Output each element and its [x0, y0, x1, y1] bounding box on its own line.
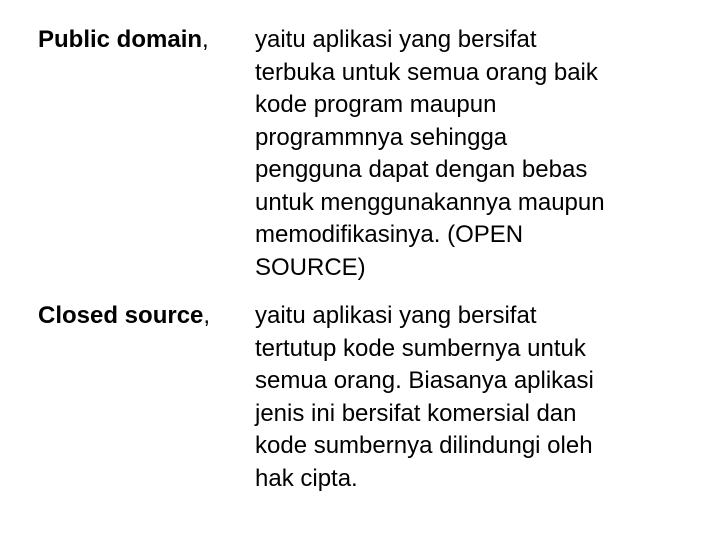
- definition-line: pengguna dapat dengan bebas: [255, 156, 588, 183]
- term-separator: ,: [202, 26, 209, 53]
- definition-line: yaitu aplikasi yang bersifat: [255, 26, 537, 53]
- definition-line: tertutup kode sumbernya untuk: [255, 334, 586, 362]
- definition-closed-source: [255, 300, 675, 495]
- definition-line: kode program maupun: [255, 91, 497, 118]
- definition-line: kode sumbernya dilindungi oleh: [255, 432, 593, 459]
- term-separator: ,: [203, 302, 211, 329]
- definition-line: untuk menggunakannya maupun: [255, 188, 605, 216]
- term-column: [38, 300, 255, 495]
- definition-line: semua orang. Biasanya aplikasi: [255, 367, 594, 394]
- definition-line: programmnya sehingga: [255, 123, 508, 151]
- term-closed-source: Closed source: [38, 302, 204, 329]
- definition-line: SOURCE): [255, 253, 366, 281]
- definition-line: hak cipta.: [255, 464, 358, 492]
- definition-line: yaitu aplikasi yang bersifat: [255, 302, 537, 329]
- definition-public-domain: [255, 24, 675, 284]
- definition-entry-closed-source: [38, 300, 698, 495]
- term-column: [38, 24, 255, 284]
- definition-entry-public-domain: [38, 24, 698, 284]
- term-public-domain: Public domain: [38, 26, 203, 53]
- definition-line: memodifikasinya. (OPEN: [255, 221, 524, 248]
- definition-line: jenis ini bersifat komersial dan: [255, 399, 577, 427]
- definition-line: terbuka untuk semua orang baik: [255, 58, 598, 86]
